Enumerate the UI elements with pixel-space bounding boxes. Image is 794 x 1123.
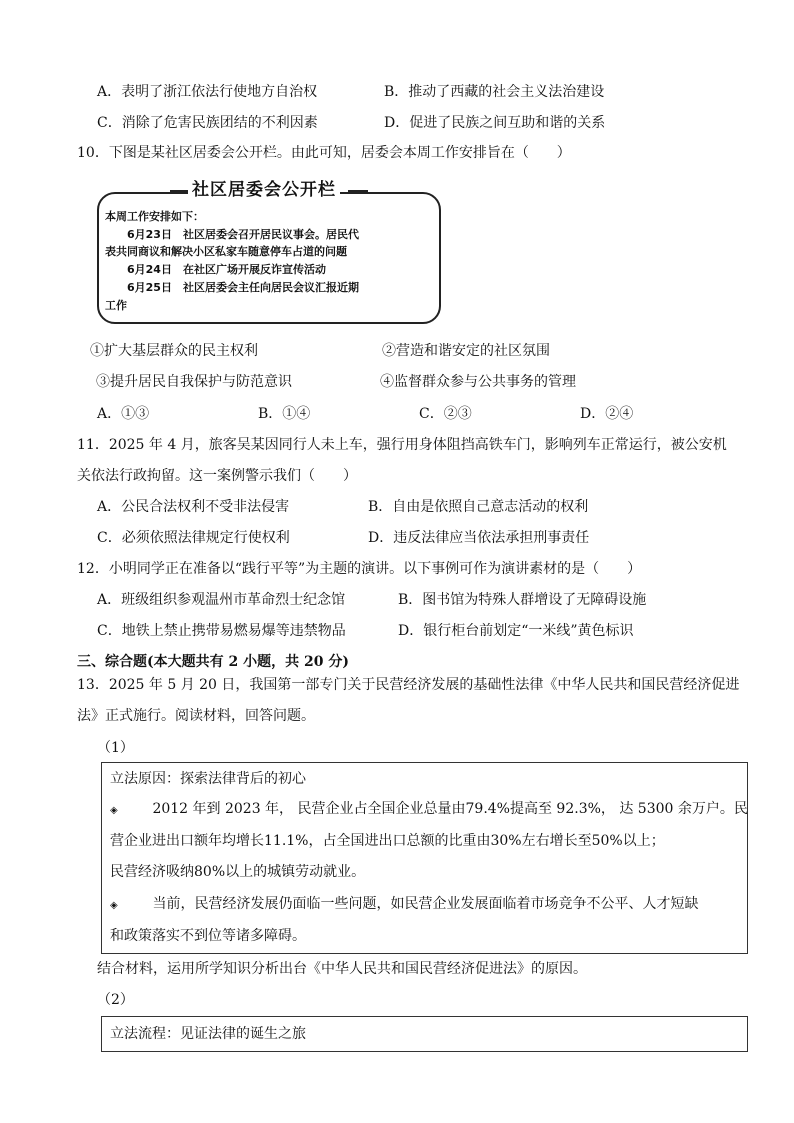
- q10-item-1: ①扩大基层群众的民主权利: [90, 343, 258, 359]
- q11-stem: 11．2025 年 4 月，旅客吴某因同行人未上车，强行用身体阻挡高铁车门，影响列车正常运行，被公安机: [77, 437, 727, 453]
- notice-line: 6月25日 社区居委会主任向居民会议汇报近期: [105, 281, 359, 294]
- notice-line: 6月23日 社区居委会召开居民议事会。居民代: [105, 228, 359, 241]
- q11-stem-cont: 关依法行政拘留。这一案例警示我们（ ）: [77, 468, 357, 484]
- q10-option-b: B．①④: [258, 406, 311, 422]
- notice-line: 6月24日 在社区广场开展反诈宣传活动: [105, 263, 326, 276]
- notice-title-rule-left: [170, 190, 190, 192]
- q12-option-d: D．银行柜台前划定“一米线”黄色标识: [398, 623, 634, 639]
- notice-line: 工作: [105, 299, 127, 312]
- q9-option-a: A．表明了浙江依法行使地方自治权: [97, 84, 318, 100]
- material-box-1-para-1: ◈ 2012 年到 2023 年， 民营企业占全国企业总量由79.4%提高至 92.3%， 达 5300 余万户。民: [110, 799, 748, 821]
- section-heading: 三、综合题(本大题共有 2 小题，共 20 分): [77, 654, 349, 670]
- material-box-1-para-2: ◈ 当前，民营经济发展仍面临一些问题，如民营企业发展面临着市场竞争不公平、人才短缺: [110, 894, 698, 916]
- q13-stem: 13．2025 年 5 月 20 日，我国第一部专门关于民营经济发展的基础性法律《中华人民共和国民营经济促进: [77, 677, 740, 693]
- q10-option-a: A．①③: [97, 406, 150, 422]
- q11-option-d: D．违反法律应当依法承担刑事责任: [368, 530, 590, 546]
- q10-option-c: C．②③: [419, 406, 472, 422]
- notice-line: 本周工作安排如下：: [105, 210, 204, 223]
- q11-option-c: C．必须依照法律规定行使权利: [97, 530, 290, 546]
- diamond-bullet-icon: ◈: [110, 900, 118, 911]
- q13-part1-label: （1）: [97, 740, 134, 756]
- q12-option-a: A．班级组织参观温州市革命烈士纪念馆: [97, 592, 346, 608]
- q10-stem: 10．下图是某社区居委会公开栏。由此可知，居委会本周工作安排旨在（ ）: [77, 145, 571, 161]
- q10-item-3: ③提升居民自我保护与防范意识: [96, 374, 292, 390]
- material-box-2-title: 立法流程：见证法律的诞生之旅: [110, 1026, 306, 1042]
- q12-option-c: C．地铁上禁止携带易燃易爆等违禁物品: [97, 623, 346, 639]
- notice-title-rule-right: [348, 190, 368, 192]
- material-box-1-line: 民营经济吸纳80%以上的城镇劳动就业。: [110, 864, 366, 880]
- q12-stem: 12．小明同学正在准备以“践行平等”为主题的演讲。以下事例可作为演讲素材的是（ ）: [77, 561, 642, 577]
- q13-part1-question: 结合材料，运用所学知识分析出台《中华人民共和国民营经济促进法》的原因。: [97, 961, 587, 977]
- q11-option-a: A．公民合法权利不受非法侵害: [97, 499, 290, 515]
- material-box-1-line: 和政策落实不到位等诸多障碍。: [110, 928, 306, 944]
- material-box-1-title: 立法原因：探索法律背后的初心: [110, 771, 306, 787]
- notice-title: 社区居委会公开栏: [188, 179, 340, 201]
- q13-stem-cont: 法》正式施行。阅读材料，回答问题。: [77, 708, 315, 724]
- material-box-1-line: 营企业进出口额年均增长11.1%，占全国进出口总额的比重由30%左右增长至50%以上；: [110, 833, 665, 849]
- diamond-bullet-icon: ◈: [110, 805, 118, 816]
- q10-item-2: ②营造和谐安定的社区氛围: [382, 343, 550, 359]
- q10-item-4: ④监督群众参与公共事务的管理: [380, 374, 576, 390]
- q13-part2-label: （2）: [97, 992, 134, 1008]
- q9-option-b: B．推动了西藏的社会主义法治建设: [384, 84, 605, 100]
- q9-option-c: C．消除了危害民族团结的不利因素: [97, 115, 318, 131]
- q9-option-d: D．促进了民族之间互助和谐的关系: [384, 115, 606, 131]
- notice-line: 表共同商议和解决小区私家车随意停车占道的问题: [105, 245, 347, 258]
- q11-option-b: B．自由是依照自己意志活动的权利: [368, 499, 589, 515]
- q12-option-b: B．图书馆为特殊人群增设了无障碍设施: [398, 592, 647, 608]
- q10-option-d: D．②④: [580, 406, 634, 422]
